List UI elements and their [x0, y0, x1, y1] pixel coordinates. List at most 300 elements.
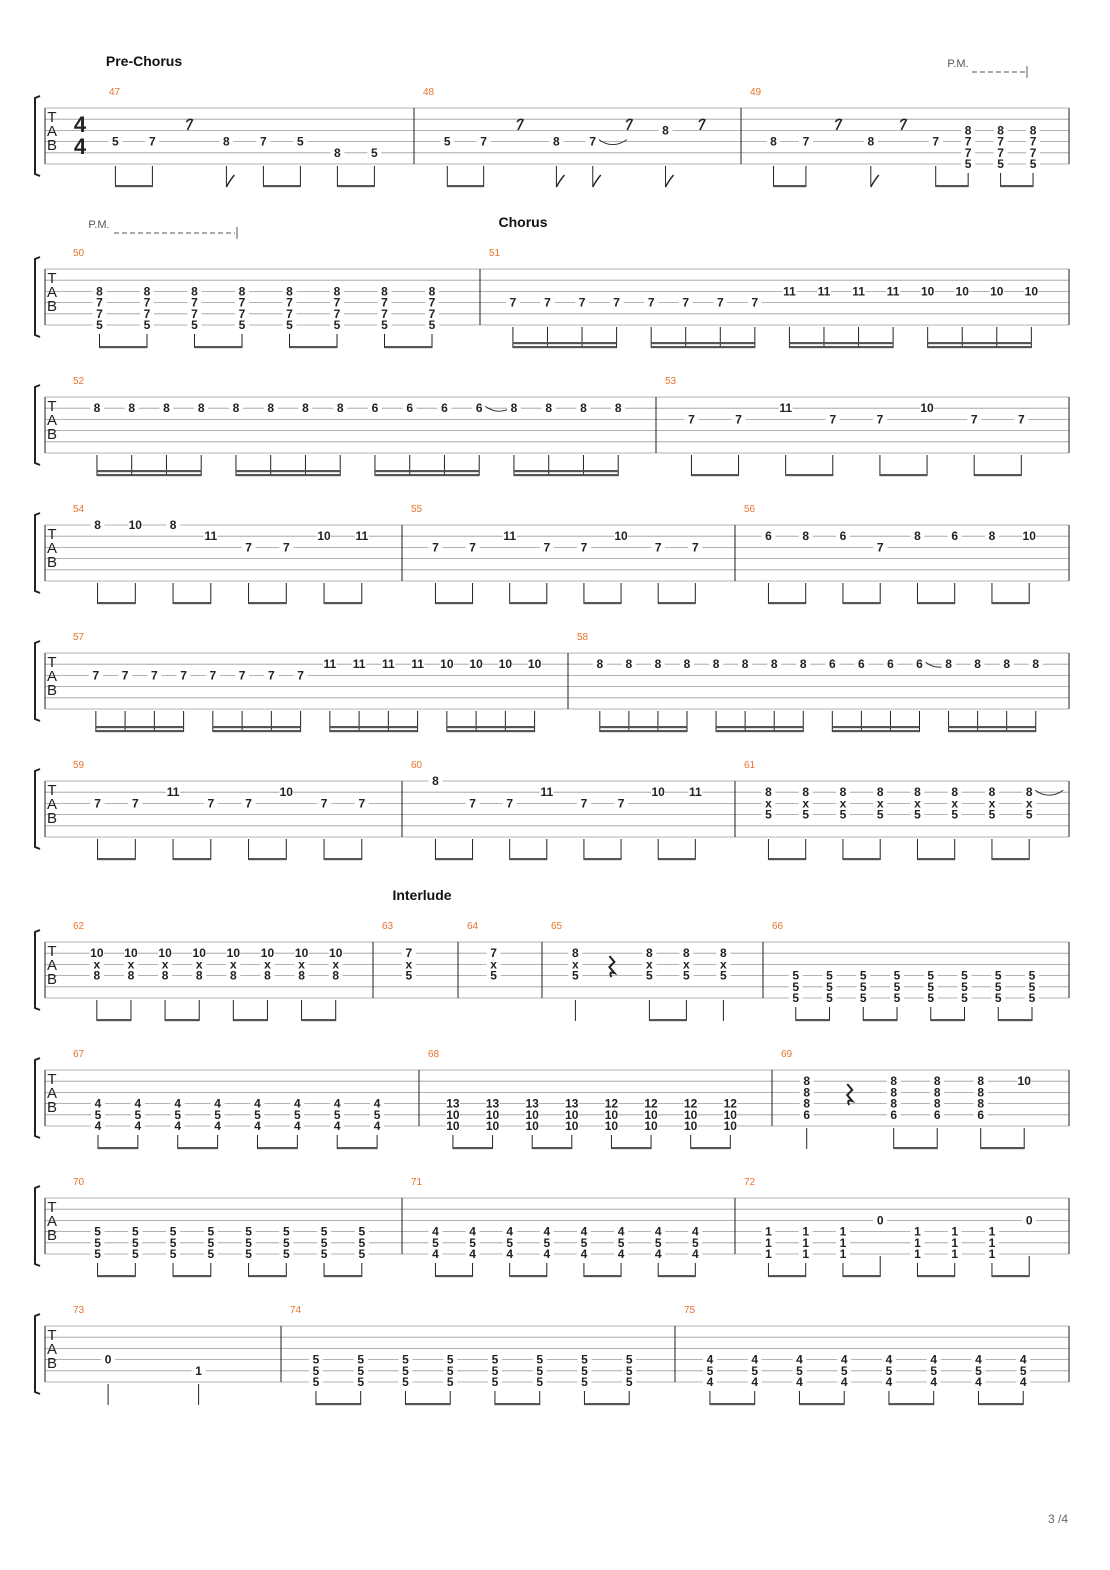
beam — [768, 858, 805, 860]
fret-number: 7 — [405, 946, 413, 961]
section-label: Chorus — [498, 214, 548, 230]
tab-clef-letter: B — [46, 1355, 58, 1372]
system-bracket — [35, 385, 40, 465]
fret-number: 7 — [381, 306, 388, 321]
fret-number: 8 — [336, 401, 344, 416]
fret-number: 10 — [446, 1119, 460, 1133]
beam — [824, 346, 859, 348]
fret-number: 8 — [161, 968, 169, 983]
fret-number: 10 — [644, 1119, 658, 1133]
beam — [843, 858, 880, 860]
fret-number: 5 — [134, 1107, 142, 1122]
fret-number: 5 — [617, 1235, 625, 1250]
fret-number: 4 — [617, 1224, 625, 1239]
fret-number: 7 — [682, 295, 690, 310]
beam — [649, 1019, 686, 1021]
beam — [257, 1147, 297, 1149]
fret-number: x — [988, 796, 996, 811]
fret-number: 7 — [333, 295, 341, 310]
fret-number: 8 — [169, 518, 177, 532]
beam — [583, 474, 618, 476]
eighth-rest — [900, 119, 906, 130]
fret-number: 1 — [765, 1224, 772, 1239]
fret-number: x — [683, 957, 690, 972]
measure-number: 52 — [73, 376, 85, 387]
fret-number: 5 — [536, 1375, 544, 1389]
beam — [385, 346, 433, 348]
fret-number: x — [1025, 796, 1033, 811]
fret-number: 10 — [525, 1119, 539, 1133]
fret-number: 5 — [446, 1352, 454, 1367]
fret-number: 5 — [282, 1235, 290, 1250]
fret-number: 4 — [580, 1224, 588, 1239]
tab-clef-letter: T — [47, 943, 57, 960]
beam — [894, 1147, 938, 1149]
fret-number: 8 — [625, 657, 633, 672]
measure-number: 67 — [73, 1049, 85, 1060]
fret-number: 10 — [604, 1107, 619, 1122]
fret-number: 5 — [625, 1375, 633, 1389]
beam — [233, 1019, 267, 1021]
fret-number: 11 — [204, 529, 218, 544]
fret-number: 12 — [683, 1096, 698, 1111]
fret-number: 5 — [961, 968, 968, 983]
fret-number: 8 — [951, 785, 959, 800]
fret-number: 8 — [662, 123, 669, 138]
tab-clef-letter: A — [46, 412, 58, 429]
fret-number: 7 — [96, 295, 103, 310]
fret-number: 10 — [128, 518, 142, 532]
eighth-rest — [699, 119, 705, 130]
beam — [324, 602, 362, 604]
fret-number: 5 — [625, 1363, 633, 1378]
fret-number: 7 — [578, 295, 586, 310]
beam-secondary — [1007, 726, 1036, 728]
fret-number: 5 — [893, 968, 901, 983]
beam-secondary — [96, 726, 125, 728]
fret-number: 8 — [803, 1085, 811, 1100]
beam — [173, 858, 211, 860]
fret-number: x — [914, 796, 921, 811]
beam — [584, 1275, 621, 1277]
fret-number: 10 — [469, 657, 483, 672]
fret-number: 6 — [475, 401, 483, 416]
beam-secondary — [505, 726, 534, 728]
fret-number: 5 — [994, 968, 1002, 983]
fret-number: 7 — [191, 295, 198, 310]
fret-number: 7 — [580, 540, 588, 555]
fret-number: 5 — [94, 1224, 101, 1239]
measure-number: 49 — [750, 87, 762, 98]
beam — [686, 346, 721, 348]
fret-number: 7 — [876, 412, 884, 427]
fret-number: 6 — [933, 1107, 941, 1122]
fret-number: 5 — [802, 807, 810, 822]
fret-number: 8 — [238, 284, 246, 299]
fret-number: 8 — [890, 1085, 898, 1100]
fret-number: 5 — [646, 968, 653, 983]
fret-number: 8 — [580, 401, 587, 416]
fret-number: 4 — [214, 1096, 221, 1111]
fret-number: 8 — [997, 123, 1004, 138]
beam — [773, 185, 805, 187]
fret-number: 6 — [803, 1107, 811, 1122]
fret-number: 8 — [933, 1085, 941, 1100]
beam — [799, 1403, 844, 1405]
fret-number: 4 — [333, 1119, 341, 1133]
beam — [532, 1147, 572, 1149]
fret-number: 7 — [876, 540, 884, 555]
beam — [444, 474, 479, 476]
fret-number: x — [839, 796, 847, 811]
measure-number: 70 — [73, 1177, 85, 1188]
fret-number: 5 — [580, 1235, 588, 1250]
beam — [974, 474, 1021, 476]
tab-clef-letter: A — [46, 1341, 58, 1358]
fret-number: 11 — [852, 284, 865, 299]
fret-number: 10 — [294, 946, 309, 961]
beam — [584, 1403, 629, 1405]
beam-secondary — [444, 470, 479, 472]
note-flag — [666, 175, 674, 187]
beam — [789, 346, 824, 348]
tab-clef-letter: T — [47, 1071, 57, 1088]
beam — [992, 602, 1029, 604]
fret-number: 7 — [320, 796, 328, 811]
fret-number: 1 — [951, 1235, 959, 1250]
fret-number: 10 — [651, 785, 665, 800]
fret-number: 7 — [180, 668, 187, 683]
fret-number: 7 — [970, 412, 978, 427]
fret-number: 8 — [802, 529, 810, 544]
beam — [998, 1019, 1032, 1021]
fret-number: 7 — [238, 306, 246, 321]
fret-number: 7 — [209, 668, 217, 683]
beam — [290, 346, 338, 348]
beam — [510, 602, 547, 604]
fret-number: 8 — [914, 785, 921, 800]
measure-number: 71 — [411, 1177, 423, 1188]
measure-number: 73 — [73, 1305, 85, 1316]
fret-number: 5 — [720, 968, 727, 983]
beam-secondary — [330, 726, 359, 728]
beam-secondary — [824, 342, 859, 344]
system-bracket — [35, 769, 40, 849]
measure-number: 65 — [551, 921, 563, 932]
beam-secondary — [476, 726, 505, 728]
fret-number: 4 — [975, 1375, 982, 1389]
fret-number: 7 — [149, 134, 156, 149]
beam-secondary — [166, 470, 201, 472]
fret-number: 12 — [604, 1096, 619, 1111]
fret-number: 10 — [1022, 529, 1036, 544]
fret-number: 8 — [646, 946, 653, 961]
beam-secondary — [997, 342, 1032, 344]
fret-number: 7 — [428, 306, 436, 321]
fret-number: 10 — [683, 1119, 698, 1133]
section-label: Interlude — [392, 887, 452, 903]
beam — [658, 1275, 695, 1277]
fret-number: 7 — [469, 540, 476, 555]
fret-number: 1 — [914, 1235, 921, 1250]
fret-number: 8 — [93, 401, 101, 416]
fret-number: 8 — [197, 401, 205, 416]
tab-system — [35, 66, 1069, 187]
beam — [115, 185, 152, 187]
beam — [981, 1147, 1024, 1149]
fret-number: 5 — [169, 1235, 177, 1250]
eighth-rest — [626, 119, 632, 130]
fret-number: 4 — [1019, 1352, 1027, 1367]
fret-number: 5 — [625, 1352, 633, 1367]
beam — [658, 858, 695, 860]
note-flag — [556, 175, 564, 187]
beam-secondary — [928, 342, 963, 344]
beam — [236, 474, 271, 476]
beam — [658, 602, 695, 604]
fret-number: 5 — [997, 157, 1004, 171]
tab-clef-letter: B — [46, 554, 58, 571]
beam — [710, 1403, 755, 1405]
fret-number: 7 — [964, 145, 972, 160]
fret-number: 8 — [195, 968, 203, 983]
fret-number: 5 — [765, 807, 772, 822]
beam-secondary — [271, 470, 306, 472]
palm-mute-label: P.M. — [88, 219, 110, 231]
fret-number: 4 — [373, 1096, 381, 1111]
beam-secondary — [716, 726, 745, 728]
fret-number: 7 — [997, 134, 1004, 149]
beam — [992, 1275, 1029, 1277]
beam-secondary — [154, 726, 183, 728]
palm-mute-label: P.M. — [947, 58, 969, 70]
fret-number: 5 — [536, 1363, 544, 1378]
time-signature-bottom: 4 — [73, 134, 87, 159]
beam — [249, 858, 287, 860]
fret-number: 7 — [751, 295, 759, 310]
beam — [859, 346, 894, 348]
fret-number: 8 — [839, 785, 847, 800]
fret-number: 1 — [988, 1224, 996, 1239]
fret-number: 5 — [294, 1107, 301, 1122]
measure-number: 47 — [109, 87, 121, 98]
fret-number: 5 — [506, 1235, 514, 1250]
fret-number: 5 — [131, 1224, 139, 1239]
fret-number: 10 — [158, 946, 172, 961]
tab-clef-letter: T — [47, 1199, 57, 1216]
fret-number: 8 — [1032, 657, 1040, 672]
beam — [173, 602, 211, 604]
system-bracket — [35, 257, 40, 337]
fret-number: 8 — [770, 657, 778, 672]
fret-number: 6 — [441, 401, 448, 416]
fret-number: 4 — [373, 1119, 381, 1133]
system-bracket — [35, 641, 40, 721]
measure-number: 75 — [684, 1305, 696, 1316]
fret-number: 6 — [765, 529, 772, 544]
fret-number: 8 — [974, 657, 981, 672]
fret-number: 5 — [94, 1235, 101, 1250]
fret-number: 5 — [543, 1235, 551, 1250]
fret-number: 11 — [382, 657, 395, 672]
fret-number: 5 — [357, 1352, 365, 1367]
tab-clef-letter: A — [46, 796, 58, 813]
fret-number: x — [646, 957, 653, 972]
fret-number: 4 — [930, 1375, 938, 1389]
beam — [337, 1147, 377, 1149]
beam — [547, 346, 582, 348]
tab-clef-letter: T — [47, 270, 57, 287]
fret-number: 8 — [964, 123, 972, 138]
fret-number: 4 — [94, 1119, 102, 1133]
fret-number: 5 — [490, 968, 497, 983]
fret-number: 7 — [428, 295, 436, 310]
beam — [997, 346, 1032, 348]
beam — [514, 474, 549, 476]
beam — [774, 730, 803, 732]
tab-clef-letter: A — [46, 284, 58, 301]
beam — [405, 1403, 450, 1405]
measure-number: 74 — [290, 1305, 302, 1316]
fret-number: 8 — [803, 1096, 811, 1111]
fret-number: 10 — [920, 284, 935, 299]
fret-number: 8 — [229, 968, 237, 983]
fret-number: 4 — [506, 1224, 514, 1239]
fret-number: 8 — [510, 401, 518, 416]
beam — [832, 730, 861, 732]
fret-number: 5 — [381, 318, 388, 332]
fret-number: 5 — [312, 1375, 320, 1389]
fret-number: 4 — [543, 1224, 551, 1239]
fret-number: 8 — [267, 401, 275, 416]
measure-number: 57 — [73, 632, 85, 643]
fret-number: x — [765, 796, 772, 811]
fret-number: 8 — [1025, 785, 1033, 800]
fret-number: 1 — [195, 1363, 202, 1378]
fret-number: 7 — [131, 796, 139, 811]
fret-number: 10 — [920, 401, 934, 416]
fret-number: 5 — [169, 1224, 177, 1239]
beam — [658, 730, 687, 732]
beam — [213, 730, 242, 732]
fret-number: 5 — [320, 1224, 328, 1239]
fret-number: 5 — [112, 134, 119, 149]
fret-number: 7 — [647, 295, 655, 310]
fret-number: 8 — [977, 1085, 985, 1100]
fret-number: 8 — [683, 657, 691, 672]
fret-number: 8 — [890, 1074, 898, 1089]
fret-number: 5 — [405, 968, 413, 983]
fret-number: 5 — [581, 1352, 588, 1367]
fret-number: 10 — [446, 1107, 460, 1122]
tab-system — [35, 1314, 1069, 1405]
section-label: Pre-Chorus — [105, 53, 183, 69]
fret-number: 7 — [432, 540, 439, 555]
fret-number: 7 — [143, 295, 151, 310]
beam — [97, 1019, 131, 1021]
fret-number: 8 — [381, 284, 388, 299]
fret-number: 5 — [885, 1363, 893, 1378]
tab-clef-letter: B — [46, 1227, 58, 1244]
fret-number: 8 — [163, 401, 170, 416]
fret-number: 11 — [817, 284, 831, 299]
fret-number: 5 — [914, 807, 921, 822]
fret-number: 5 — [333, 1107, 341, 1122]
fret-number: 1 — [802, 1247, 810, 1261]
tab-clef-letter: B — [46, 137, 58, 154]
fret-number: 5 — [876, 807, 884, 822]
fret-number: 5 — [207, 1235, 215, 1250]
beam — [324, 1275, 362, 1277]
fret-number: 7 — [245, 796, 252, 811]
beam — [316, 1403, 361, 1405]
fret-number: 11 — [779, 401, 793, 416]
fret-number: 11 — [886, 284, 900, 299]
fret-number: 10 — [124, 946, 138, 961]
fret-number: 4 — [506, 1247, 514, 1261]
fret-number: 5 — [654, 1235, 662, 1250]
fret-number: 4 — [432, 1247, 439, 1261]
beam — [843, 1275, 880, 1277]
fret-number: 7 — [802, 134, 810, 149]
fret-number: 6 — [916, 657, 923, 672]
fret-number: 5 — [254, 1107, 261, 1122]
fret-number: 12 — [644, 1096, 658, 1111]
fret-number: 1 — [839, 1247, 847, 1261]
fret-number: x — [229, 957, 237, 972]
tab-clef-letter: T — [47, 654, 57, 671]
fret-number: 7 — [997, 145, 1004, 160]
fret-number: 8 — [933, 1074, 941, 1089]
beam — [375, 474, 410, 476]
fret-number: 4 — [214, 1119, 221, 1133]
fret-number: 5 — [357, 1363, 365, 1378]
tab-clef-letter: B — [46, 298, 58, 315]
tab-clef-letter: B — [46, 971, 58, 988]
fret-number: 5 — [961, 979, 968, 994]
beam — [435, 1275, 472, 1277]
measure-number: 61 — [744, 760, 756, 771]
tab-clef-letter: T — [47, 109, 57, 126]
fret-number: 7 — [121, 668, 129, 683]
fret-number: 4 — [751, 1352, 759, 1367]
fret-number: 5 — [94, 1107, 102, 1122]
fret-number: 6 — [828, 657, 836, 672]
fret-number: 5 — [826, 979, 833, 994]
beam — [880, 474, 927, 476]
fret-number: 10 — [498, 657, 513, 672]
note-flag — [871, 175, 879, 187]
fret-number: 10 — [565, 1119, 579, 1133]
fret-number: 4 — [134, 1119, 142, 1133]
fret-number: 7 — [1029, 145, 1037, 160]
fret-number: 5 — [207, 1224, 215, 1239]
fret-number: 5 — [333, 318, 341, 332]
fret-number: 7 — [282, 540, 290, 555]
fret-number: 1 — [988, 1247, 996, 1261]
fret-number: 10 — [329, 946, 343, 961]
tab-clef-letter: A — [46, 1213, 58, 1230]
fret-number: 10 — [1024, 284, 1039, 299]
fret-number: 1 — [988, 1235, 996, 1250]
beam — [324, 858, 362, 860]
beam — [388, 730, 417, 732]
beam — [495, 1403, 540, 1405]
beam — [98, 1275, 136, 1277]
fret-number: 10 — [317, 529, 331, 544]
fret-number: 1 — [839, 1235, 847, 1250]
beam — [768, 602, 805, 604]
